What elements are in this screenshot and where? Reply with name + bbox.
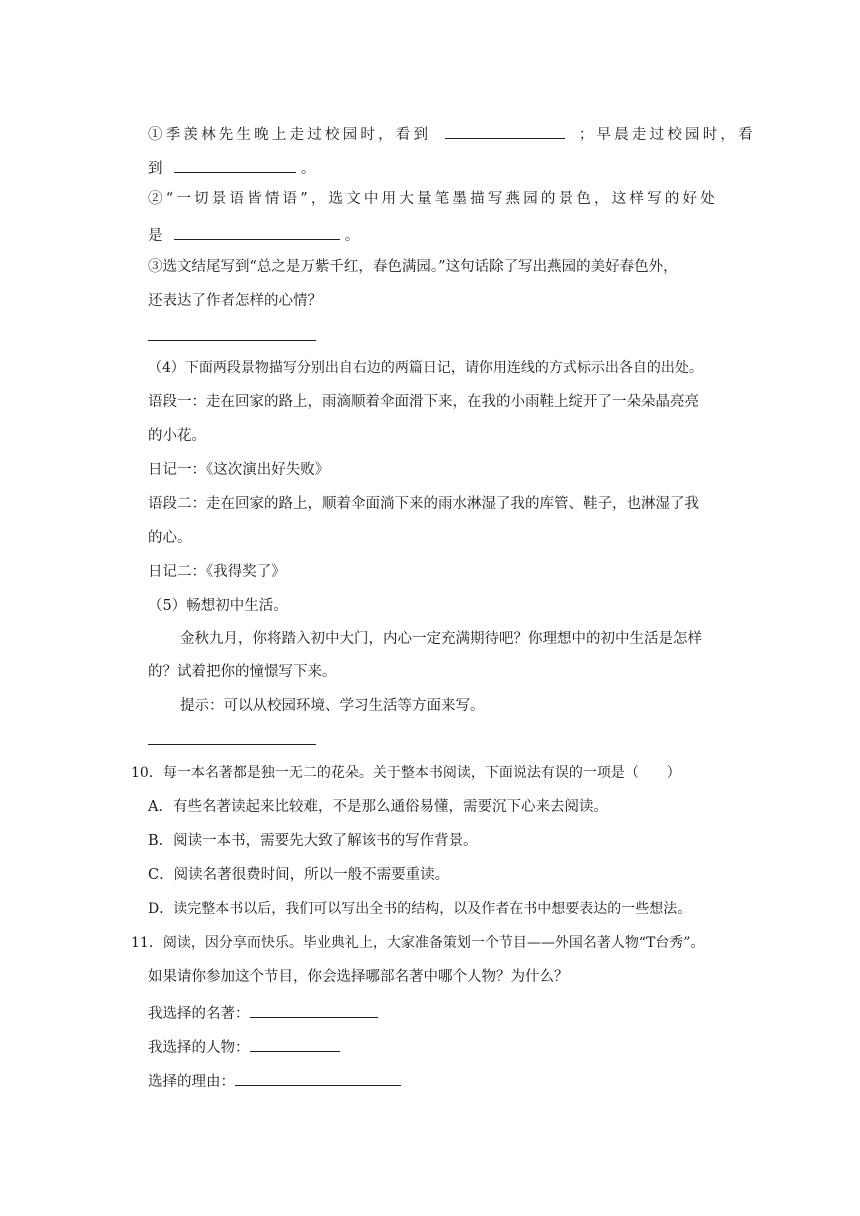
q9-part5-para-line1: 金秋九月，你将踏入初中大门，内心一定充满期待吧？你理想中的初中生活是怎样 (180, 631, 702, 647)
answer-blank-morning[interactable] (174, 156, 296, 173)
q9-part4-diary1: 日记一：《这次演出好失败》 (148, 462, 330, 478)
q9-item2-line2 (148, 223, 359, 246)
q10-option-c[interactable]: C．阅读名著很费时间，所以一般不需要重读。 (148, 867, 450, 883)
q9-item1-text-d: 。 (300, 161, 316, 177)
q9-part4-seg1-line2: 的小花。 (148, 428, 206, 444)
q9-item3-line2: 还表达了作者怎样的心情？ (148, 293, 322, 309)
q11-field-reason-row (148, 1069, 401, 1092)
q10-stem: 10．每一本名著都是独一无二的花朵。关于整本书阅读，下面说法有误的一项是（ ） (131, 765, 681, 781)
answer-blank-person[interactable] (250, 1035, 340, 1052)
q9-part4-seg2-line2: 的心。 (148, 530, 192, 546)
q9-item1-line2 (148, 156, 315, 179)
q11-field-book-row (148, 1001, 378, 1024)
q9-part5-title: （5）畅想初中生活。 (148, 598, 288, 614)
q11-field-person-label: 我选择的人物： (148, 1040, 250, 1056)
q10-option-d[interactable]: D．读完整本书以后，我们可以写出全书的结构，以及作者在书中想要表达的一些想法。 (148, 901, 692, 917)
answer-line-composition[interactable] (148, 744, 316, 745)
q9-part4-diary2: 日记二：《我得奖了》 (148, 564, 286, 580)
q9-part4-seg2-line1: 语段二：走在回家的路上，顺着伞面淌下来的雨水淋湿了我的库管、鞋子，也淋湿了我 (148, 496, 699, 512)
q9-item3-line1: ③选文结尾写到“总之是万紫千红，春色满园。”这句话除了写出燕园的美好春色外， (148, 259, 678, 275)
q9-part4-title: （4）下面两段景物描写分别出自右边的两篇日记，请你用连线的方式标示出各自的出处。 (148, 360, 703, 376)
q10-option-a[interactable]: A．有些名著读起来比较难，不是那么通俗易懂，需要沉下心来去阅读。 (148, 799, 608, 815)
q9-part5-hint: 提示：可以从校园环境、学习生活等方面来写。 (180, 698, 485, 714)
answer-blank-benefit[interactable] (174, 223, 340, 240)
answer-line-mood[interactable] (148, 340, 316, 341)
q9-part5-para-line2: 的？试着把你的憧憬写下来。 (148, 664, 337, 680)
q10-option-b[interactable]: B．阅读一本书，需要先大致了解该书的写作背景。 (148, 833, 478, 849)
q11-field-book-label: 我选择的名著： (148, 1006, 250, 1022)
q9-item1-text-b: ；早晨走过校园时，看 (578, 127, 756, 143)
q9-item2-text-b: 。 (344, 228, 360, 244)
q11-stem-line2: 如果请你参加这个节目，你会选择哪部名著中哪个人物？为什么？ (148, 969, 569, 985)
q11-stem-line1: 11．阅读，因分享而快乐。毕业典礼上，大家准备策划一个节目——外国名著人物“T台秀”。 (131, 935, 705, 951)
q9-item2-text-a: 是 (148, 228, 166, 244)
answer-blank-book[interactable] (250, 1001, 378, 1018)
q9-item2-line1: ②“一切景语皆情语”，选文中用大量笔墨描写燕园的景色，这样写的好处 (148, 191, 718, 207)
q11-field-reason-label: 选择的理由： (148, 1074, 235, 1090)
q9-item1-line1 (148, 122, 756, 145)
q9-item1-text-a: ①季羡林先生晚上走过校园时，看到 (148, 127, 432, 143)
q9-item1-text-c: 到 (148, 161, 166, 177)
answer-blank-night[interactable] (445, 122, 565, 139)
q11-field-person-row (148, 1035, 340, 1058)
answer-blank-reason[interactable] (235, 1069, 401, 1086)
q9-part4-seg1-line1: 语段一：走在回家的路上，雨滴顺着伞面滑下来，在我的小雨鞋上绽开了一朵朵晶亮亮 (148, 394, 699, 410)
